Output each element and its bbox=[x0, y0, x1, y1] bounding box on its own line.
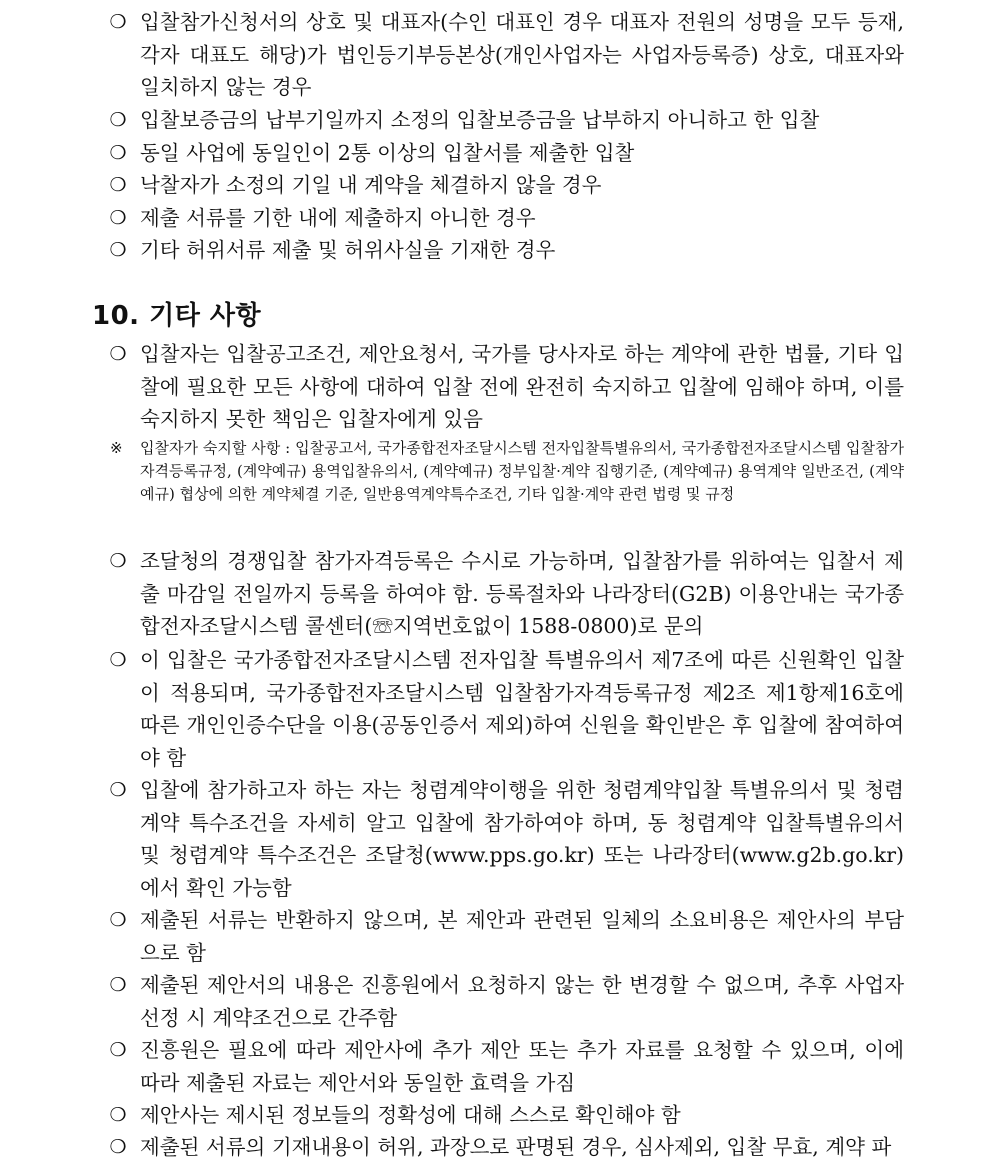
list-item-text: 낙찰자가 소정의 기일 내 계약을 체결하지 않을 경우 bbox=[140, 173, 602, 197]
circle-bullet-icon: ❍ bbox=[109, 207, 127, 229]
list-item bbox=[104, 202, 904, 235]
section-heading bbox=[92, 299, 261, 333]
list-item bbox=[104, 969, 904, 1034]
list-item-text: 제안사는 제시된 정보들의 정확성에 대해 스스로 확인해야 함 bbox=[140, 1103, 681, 1127]
list-item-text: 제출된 서류는 반환하지 않으며, 본 제안과 관련된 일체의 소요비용은 제안사의 부담으로 함 bbox=[140, 908, 904, 965]
list-item bbox=[104, 644, 904, 774]
section-number: 10. bbox=[92, 301, 140, 331]
list-item bbox=[104, 6, 904, 104]
list-item-text: 기타 허위서류 제출 및 허위사실을 기재한 경우 bbox=[140, 238, 556, 262]
list-item-text: 입찰에 참가하고자 하는 자는 청렴계약이행을 위한 청렴계약입찰 특별유의서 및 청렴계약 특수조건을 자세히 알고 입찰에 참가하여야 하며, 동 청렴계약 입찰특별유의서 및 청렴계약 특수조건은 조달청(www.pps.go.kr) 또는 나라장터(www.g2b.go.kr)에서 확인 가능함 bbox=[140, 778, 904, 900]
circle-bullet-icon: ❍ bbox=[109, 11, 127, 33]
list-item-text: 이 입찰은 국가종합전자조달시스템 전자입찰 특별유의서 제7조에 따른 신원확인 입찰이 적용되며, 국가종합전자조달시스템 입찰참가자격등록규정 제2조 제1항제16호에 따른 개인인증수단을 이용(공동인증서 제외)하여 신원을 확인받은 후 입찰에 참여하여야 함 bbox=[140, 648, 904, 770]
list-item bbox=[104, 1034, 904, 1099]
list-item-text: 입찰참가신청서의 상호 및 대표자(수인 대표인 경우 대표자 전원의 성명을 모두 등재, 각자 대표도 해당)가 법인등기부등본상(개인사업자는 사업자등록증) 상호, 대표자와 일치하지 않는 경우 bbox=[140, 10, 904, 99]
circle-bullet-icon: ❍ bbox=[109, 779, 127, 801]
circle-bullet-icon: ❍ bbox=[109, 142, 127, 164]
list-item-text: 입찰보증금의 납부기일까지 소정의 입찰보증금을 납부하지 아니하고 한 입찰 bbox=[140, 108, 820, 132]
circle-bullet-icon: ❍ bbox=[109, 974, 127, 996]
list-item-text: 입찰자는 입찰공고조건, 제안요청서, 국가를 당사자로 하는 계약에 관한 법률, 기타 입찰에 필요한 모든 사항에 대하여 입찰 전에 완전히 숙지하고 입찰에 임해야 하며, 이를 숙지하지 못한 책임은 입찰자에게 있음 bbox=[140, 342, 904, 431]
list-item bbox=[104, 137, 904, 170]
reference-mark-icon: ※ bbox=[110, 439, 123, 457]
list-item bbox=[104, 774, 904, 904]
list-item-text: 제출된 제안서의 내용은 진흥원에서 요청하지 않는 한 변경할 수 없으며, 추후 사업자 선정 시 계약조건으로 간주함 bbox=[140, 973, 904, 1030]
circle-bullet-icon: ❍ bbox=[109, 239, 127, 261]
circle-bullet-icon: ❍ bbox=[109, 343, 127, 365]
list-item bbox=[104, 1099, 904, 1132]
note-block bbox=[110, 437, 904, 506]
list-item bbox=[104, 104, 904, 137]
list-item bbox=[104, 169, 904, 202]
circle-bullet-icon: ❍ bbox=[109, 174, 127, 196]
circle-bullet-icon: ❍ bbox=[109, 1039, 127, 1061]
list-item bbox=[104, 904, 904, 969]
list-item-text: 제출된 서류의 기재내용이 허위, 과장으로 판명된 경우, 심사제외, 입찰 무효, 계약 파 bbox=[140, 1135, 892, 1159]
circle-bullet-icon: ❍ bbox=[109, 909, 127, 931]
circle-bullet-icon: ❍ bbox=[109, 1136, 127, 1158]
circle-bullet-icon: ❍ bbox=[109, 109, 127, 131]
circle-bullet-icon: ❍ bbox=[109, 550, 127, 572]
circle-bullet-icon: ❍ bbox=[109, 649, 127, 671]
section-title: 기타 사항 bbox=[149, 301, 262, 331]
list-item-text: 조달청의 경쟁입찰 참가자격등록은 수시로 가능하며, 입찰참가를 위하여는 입찰서 제출 마감일 전일까지 등록을 하여야 함. 등록절차와 나라장터(G2B) 이용안내는 국가종합전자조달시스템 콜센터(☏지역번호없이 1588-0800)로 문의 bbox=[140, 549, 904, 638]
list-item-text: 제출 서류를 기한 내에 제출하지 아니한 경우 bbox=[140, 206, 536, 230]
list-item bbox=[104, 545, 904, 643]
note-text: 입찰자가 숙지할 사항 : 입찰공고서, 국가종합전자조달시스템 전자입찰특별유의서, 국가종합전자조달시스템 입찰참가자격등록규정, (계약예규) 용역입찰유의서, (계약예규) 정부입찰·계약 집행기준, (계약예규) 용역계약 일반조건, (계약예규) 협상에 의한 계약체결 기준, 일반용역계약특수조건, 기타 입찰·계약 관련 법령 및 규정 bbox=[140, 439, 904, 503]
list-item bbox=[104, 1131, 904, 1164]
list-item-text: 진흥원은 필요에 따라 제안사에 추가 제안 또는 추가 자료를 요청할 수 있으며, 이에 따라 제출된 자료는 제안서와 동일한 효력을 가짐 bbox=[140, 1038, 904, 1095]
list-item-text: 동일 사업에 동일인이 2통 이상의 입찰서를 제출한 입찰 bbox=[140, 141, 635, 165]
list-item bbox=[104, 338, 904, 436]
circle-bullet-icon: ❍ bbox=[109, 1104, 127, 1126]
list-item bbox=[104, 234, 904, 267]
